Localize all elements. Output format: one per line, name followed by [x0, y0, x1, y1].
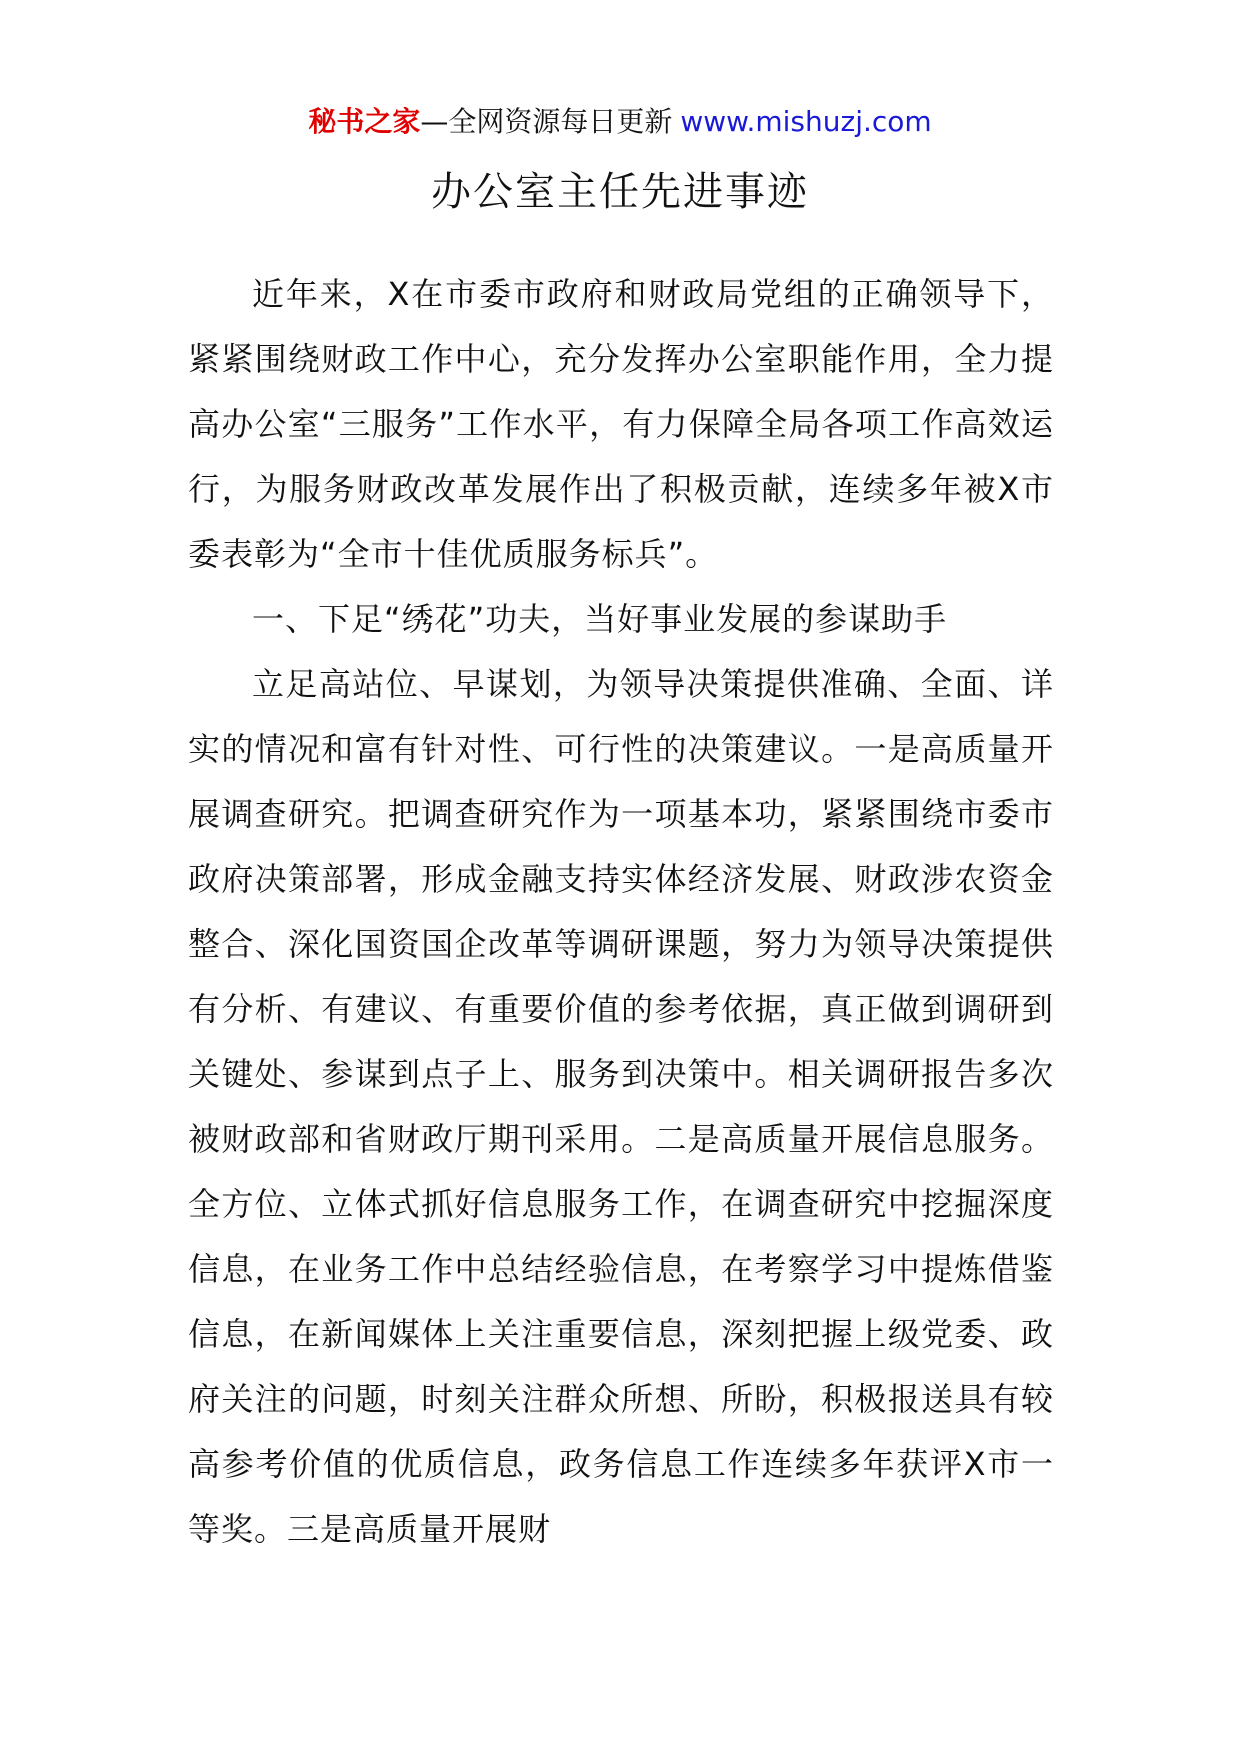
watermark-header	[0, 104, 1240, 140]
brand-tagline: —全网资源每日更新	[420, 105, 673, 138]
body-paragraph: 立足高站位、早谋划，为领导决策提供准确、全面、详实的情况和富有针对性、可行性的决策建议。一是高质量开展调查研究。把调查研究作为一项基本功，紧紧围绕市委市政府决策部署，形成金融支持实体经济发展、财政涉农资金整合、深化国资国企改革等调研课题，努力为领导决策提供有分析、有建议、有重要价值的参考依据，真正做到调研到关键处、参谋到点子上、服务到决策中。相关调研报告多次被财政部和省财政厅期刊采用。二是高质量开展信息服务。全方位、立体式抓好信息服务工作，在调查研究中挖掘深度信息，在业务工作中总结经验信息，在考察学习中提炼借鉴信息，在新闻媒体上关注重要信息，深刻把握上级党委、政府关注的问题，时刻关注群众所想、所盼，积极报送具有较高参考价值的优质信息，政务信息工作连续多年获评X市一等奖。三是高质量开展财	[188, 665, 1054, 1548]
site-url-link[interactable]: www.mishuzj.com	[680, 105, 932, 138]
brand-name: 秘书之家	[308, 105, 421, 138]
document-body	[188, 262, 1054, 1562]
section-heading: 一、下足“绣花”功夫，当好事业发展的参谋助手	[252, 600, 948, 638]
document-title: 办公室主任先进事迹	[431, 169, 809, 215]
intro-paragraph: 近年来，X在市委市政府和财政局党组的正确领导下，紧紧围绕财政工作中心，充分发挥办公室职能作用，全力提高办公室“三服务”工作水平，有力保障全局各项工作高效运行，为服务财政改革发展作出了积极贡献，连续多年被X市委表彰为“全市十佳优质服务标兵”。	[188, 275, 1054, 573]
